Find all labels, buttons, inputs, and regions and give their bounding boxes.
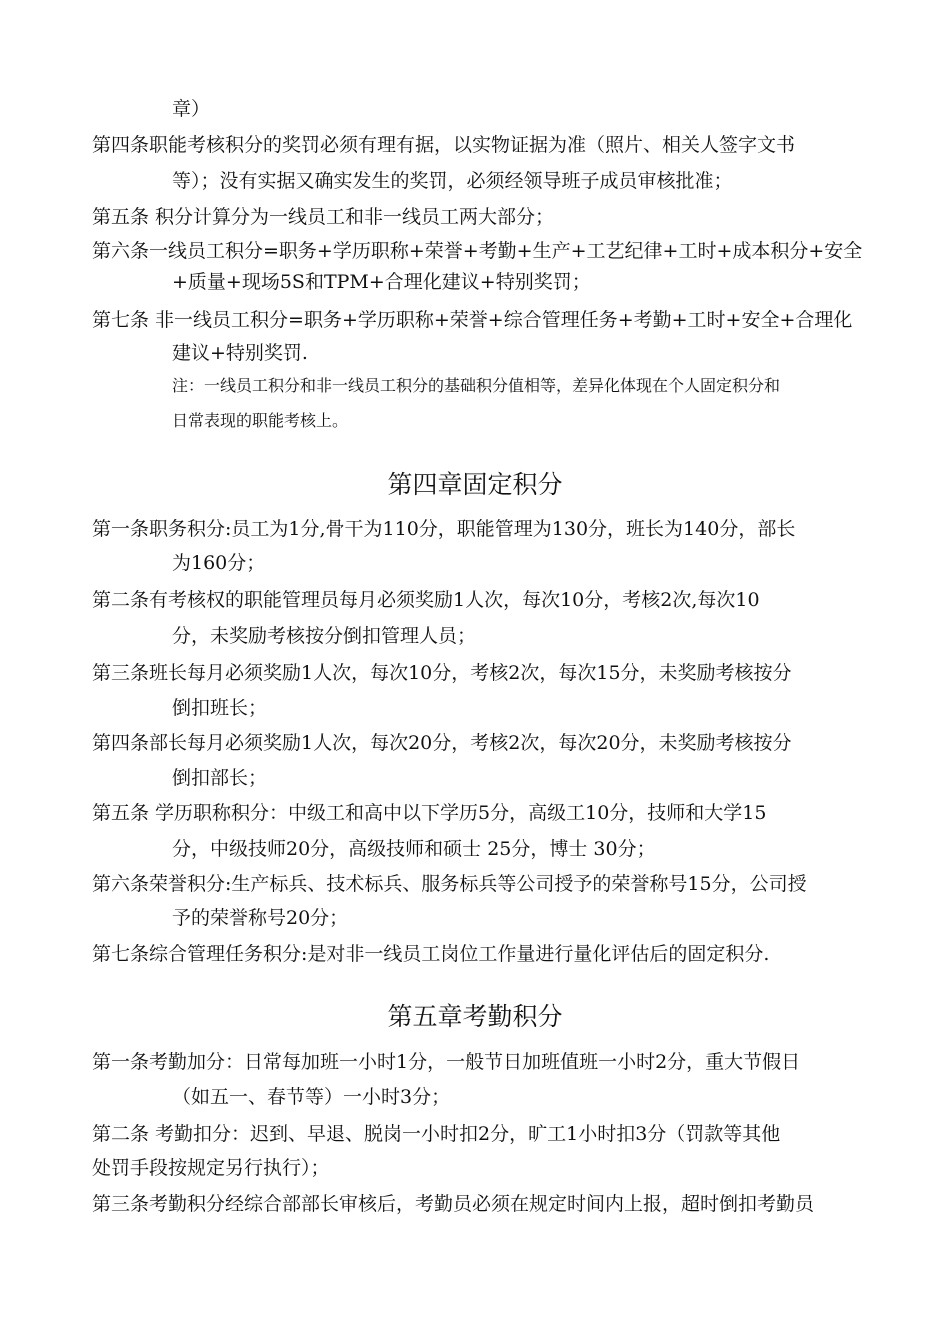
chapter5-article2-line1: 第二条 考勤扣分：迟到、早退、脱岗一小时扣2分，旷工1小时扣3分（罚款等其他 xyxy=(92,1123,781,1145)
chapter3-article6-line1: 第六条一线员工积分=职务+学历职称+荣誉+考勤+生产+工艺纪律+工时+成本积分+安全 xyxy=(92,240,863,262)
chapter4-article3-line2: 倒扣班长； xyxy=(172,697,268,719)
chapter4-article2-line2: 分，未奖励考核按分倒扣管理人员； xyxy=(172,625,477,647)
chapter3-article6-line2: +质量+现场5S和TPM+合理化建议+特别奖罚； xyxy=(172,271,591,293)
chapter4-article1-line1: 第一条职务积分:员工为1分,骨干为110分，职能管理为130分，班长为140分，部长 xyxy=(92,518,796,540)
chapter3-article4-line1: 第四条职能考核积分的奖罚必须有理有据，以实物证据为准（照片、相关人签字文书 xyxy=(92,134,796,156)
chapter3-note-line1: 注：一线员工积分和非一线员工积分的基础积分值相等，差异化体现在个人固定积分和 xyxy=(172,376,781,395)
chapter4-article3-line1: 第三条班长每月必须奖励1人次，每次10分，考核2次，每次15分，未奖励考核按分 xyxy=(92,662,792,684)
chapter5-title: 第五章考勤积分 xyxy=(387,1002,563,1031)
chapter5-article1-line1: 第一条考勤加分：日常每加班一小时1分，一般节日加班值班一小时2分，重大节假日 xyxy=(92,1051,801,1073)
chapter4-article6-line1: 第六条荣誉积分:生产标兵、技术标兵、服务标兵等公司授予的荣誉称号15分，公司授 xyxy=(92,873,807,895)
chapter4-article4-line2: 倒扣部长； xyxy=(172,767,268,789)
chapter3-article7-line2: 建议+特别奖罚. xyxy=(172,342,308,364)
chapter5-article1-line2: （如五一、春节等）一小时3分； xyxy=(172,1086,451,1108)
chapter5-article2-line2: 处罚手段按规定另行执行）； xyxy=(92,1157,330,1179)
chapter4-article6-line2: 予的荣誉称号20分； xyxy=(172,907,349,929)
chapter3-article7-line1: 第七条 非一线员工积分=职务+学历职称+荣誉+综合管理任务+考勤+工时+安全+合理化 xyxy=(92,309,853,331)
chapter4-article5-line2: 分，中级技师20分，高级技师和硕士 25分，博士 30分； xyxy=(172,838,656,860)
chapter4-article1-line2: 为160分； xyxy=(172,552,266,574)
chapter3-note-line2: 日常表现的职能考核上。 xyxy=(172,411,349,430)
chapter3-continuation: 章） xyxy=(172,98,211,120)
chapter4-article5-line1: 第五条 学历职称积分：中级工和高中以下学历5分，高级工10分，技师和大学15 xyxy=(92,802,767,824)
chapter4-article2-line1: 第二条有考核权的职能管理员每月必须奖励1人次，每次10分，考核2次,每次10 xyxy=(92,589,760,611)
chapter4-article7-line1: 第七条综合管理任务积分:是对非一线员工岗位工作量进行量化评估后的固定积分. xyxy=(92,943,770,965)
chapter3-article5-line1: 第五条 积分计算分为一线员工和非一线员工两大部分； xyxy=(92,206,555,228)
chapter4-title: 第四章固定积分 xyxy=(387,470,563,499)
chapter5-article3-line1: 第三条考勤积分经综合部部长审核后，考勤员必须在规定时间内上报，超时倒扣考勤员 xyxy=(92,1193,815,1215)
chapter4-article4-line1: 第四条部长每月必须奖励1人次，每次20分，考核2次，每次20分，未奖励考核按分 xyxy=(92,732,792,754)
chapter3-article4-line2: 等）；没有实据又确实发生的奖罚，必须经领导班子成员审核批准； xyxy=(172,170,733,192)
